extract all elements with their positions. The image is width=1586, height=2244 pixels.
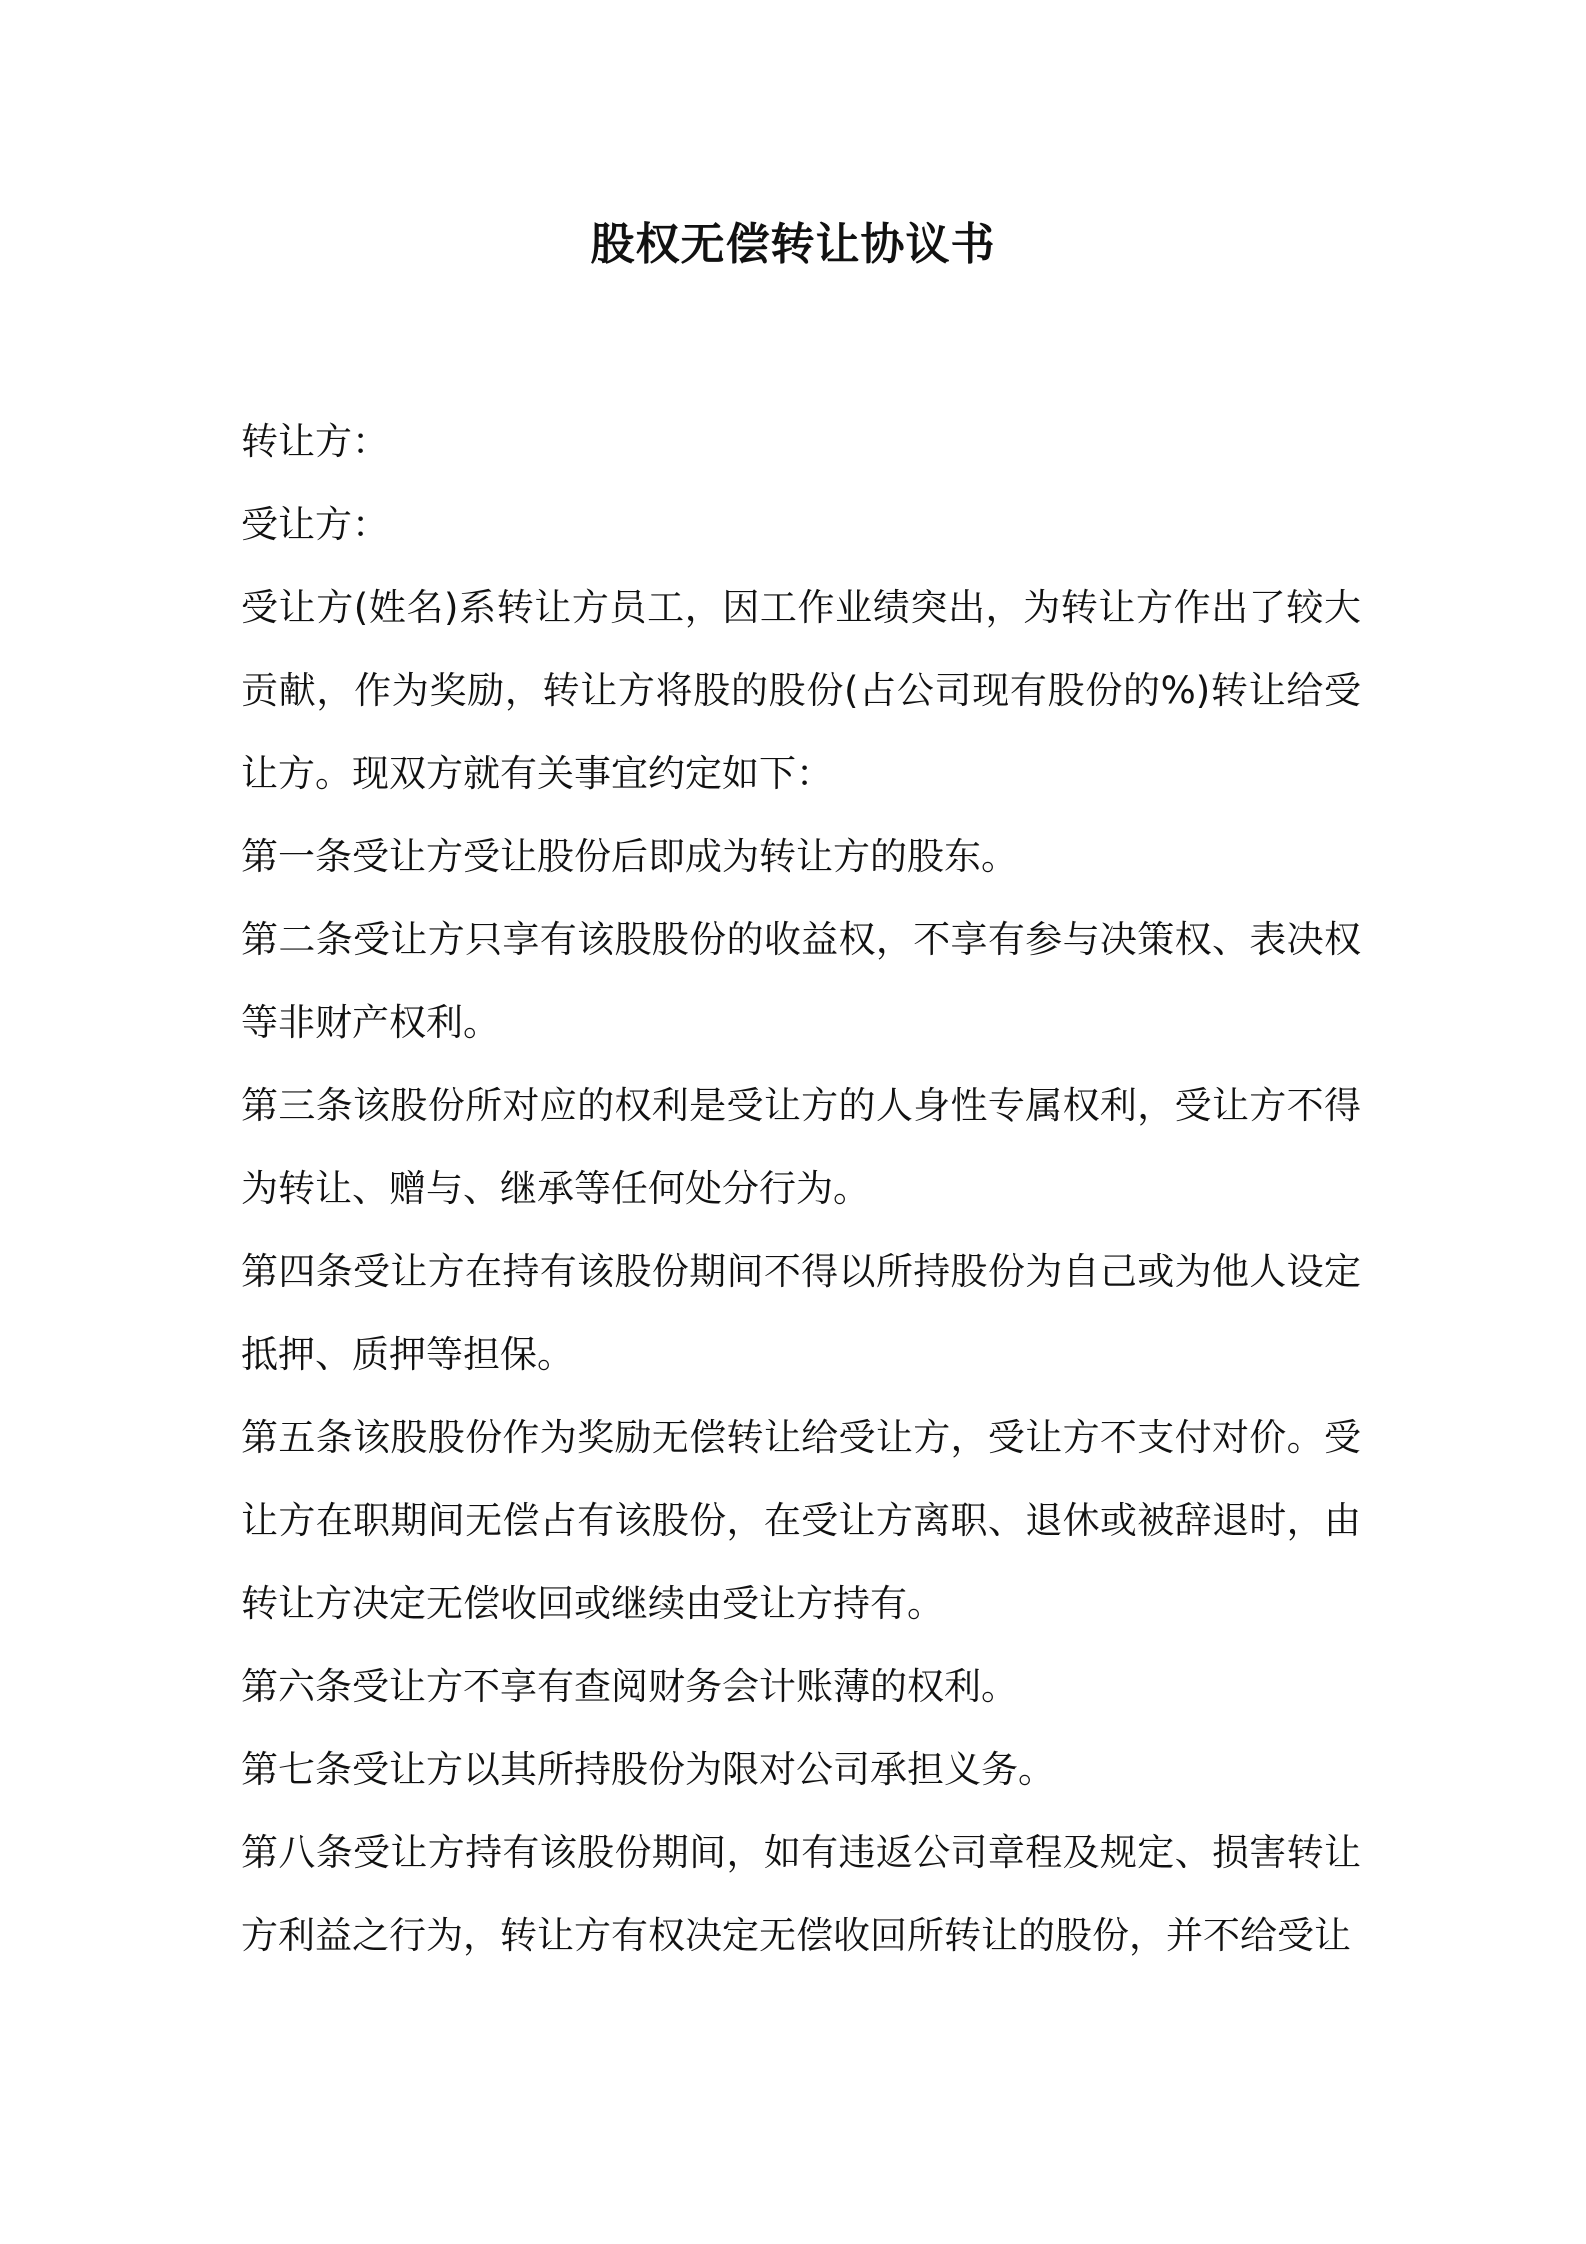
paragraph-article-1: 第一条受让方受让股份后即成为转让方的股东。	[241, 835, 1018, 878]
paragraph-article-6: 第六条受让方不享有查阅财务会计账薄的权利。	[241, 1665, 1018, 1708]
paragraph-article-2: 第二条受让方只享有该股股份的收益权，不享有参与决策权、表决权等非财产权利。	[241, 918, 1361, 1044]
paragraph-article-4: 第四条受让方在持有该股份期间不得以所持股份为自己或为他人设定抵押、质押等担保。	[241, 1250, 1361, 1376]
document-title: 股权无偿转让协议书	[590, 219, 996, 270]
document-body	[241, 400, 1361, 1977]
paragraph-preamble: 受让方(姓名)系转让方员工，因工作业绩突出，为转让方作出了较大贡献，作为奖励，转让方将股的股份(占公司现有股份的%)转让给受让方。现双方就有关事宜约定如下：	[241, 586, 1361, 795]
paragraph-article-7: 第七条受让方以其所持股份为限对公司承担义务。	[241, 1748, 1055, 1791]
paragraph-article-8: 第八条受让方持有该股份期间，如有违返公司章程及规定、损害转让方利益之行为，转让方有权决定无偿收回所转让的股份，并不给受让	[241, 1831, 1361, 1957]
paragraph-transferor: 转让方：	[241, 420, 389, 463]
paragraph-transferee: 受让方：	[241, 503, 389, 546]
paragraph-article-3: 第三条该股份所对应的权利是受让方的人身性专属权利，受让方不得为转让、赠与、继承等任何处分行为。	[241, 1084, 1361, 1210]
paragraph-article-5: 第五条该股股份作为奖励无偿转让给受让方，受让方不支付对价。受让方在职期间无偿占有该股份，在受让方离职、退休或被辞退时，由转让方决定无偿收回或继续由受让方持有。	[241, 1416, 1361, 1625]
